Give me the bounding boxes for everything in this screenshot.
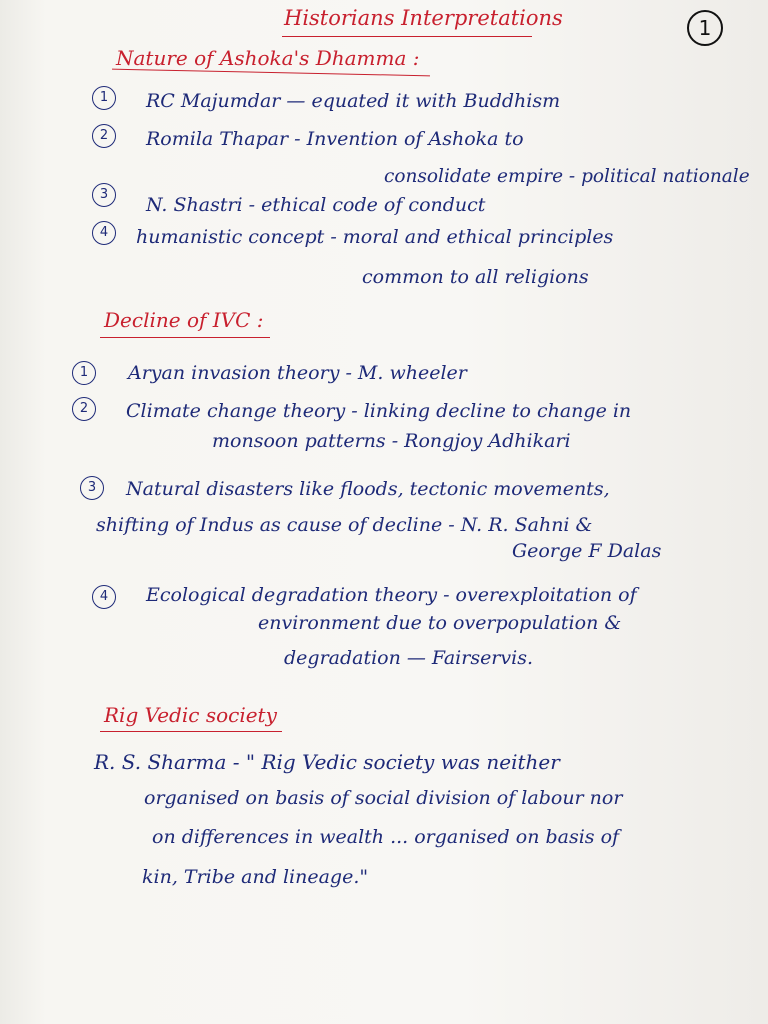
list-item-continuation: monsoon patterns - Rongjoy Adhikari (212, 430, 571, 452)
quote-line: on differences in wealth ... organised on basis of (152, 826, 620, 848)
item-number-2: 2 (72, 397, 96, 421)
item-number-2: 2 (92, 124, 116, 148)
list-item-continuation: degradation — Fairservis. (284, 647, 533, 669)
list-item: Natural disasters like floods, tectonic movements, (126, 478, 610, 500)
item-number-3: 3 (80, 476, 104, 500)
section-heading-ivc-decline: Decline of IVC : (104, 308, 264, 332)
heading-underline (100, 337, 270, 338)
item-number-1: 1 (72, 361, 96, 385)
item-number-4: 4 (92, 221, 116, 245)
list-item-continuation: common to all religions (362, 266, 589, 288)
list-item: Aryan invasion theory - M. wheeler (128, 362, 467, 384)
list-item: Romila Thapar - Invention of Ashoka to (146, 128, 524, 150)
list-item: humanistic concept - moral and ethical principles (136, 226, 614, 248)
list-item: Ecological degradation theory - overexploitation of (146, 584, 637, 606)
item-number-3: 3 (92, 183, 116, 207)
heading-underline (100, 731, 282, 732)
quote-line: organised on basis of social division of labour nor (144, 787, 623, 809)
section-heading-ashoka-dhamma: Nature of Ashoka's Dhamma : (116, 46, 420, 70)
section-heading-rig-vedic: Rig Vedic society (104, 703, 277, 727)
title-underline (282, 36, 532, 37)
quote-line: R. S. Sharma - " Rig Vedic society was neither (94, 750, 560, 774)
item-number-4: 4 (92, 585, 116, 609)
list-item-continuation: environment due to overpopulation & (258, 612, 622, 634)
item-number-1: 1 (92, 86, 116, 110)
list-item-continuation: George F Dalas (512, 540, 662, 562)
list-item-continuation: shifting of Indus as cause of decline - N. R. Sahni & (96, 514, 593, 536)
list-item: N. Shastri - ethical code of conduct (146, 194, 486, 216)
list-item: RC Majumdar — equated it with Buddhism (146, 90, 561, 112)
list-item-continuation: consolidate empire - political nationale (384, 166, 750, 187)
quote-line: kin, Tribe and lineage." (142, 866, 369, 888)
list-item: Climate change theory - linking decline to change in (126, 400, 632, 422)
page-title: Historians Interpretations (284, 6, 563, 30)
page-number: 1 (687, 10, 723, 46)
